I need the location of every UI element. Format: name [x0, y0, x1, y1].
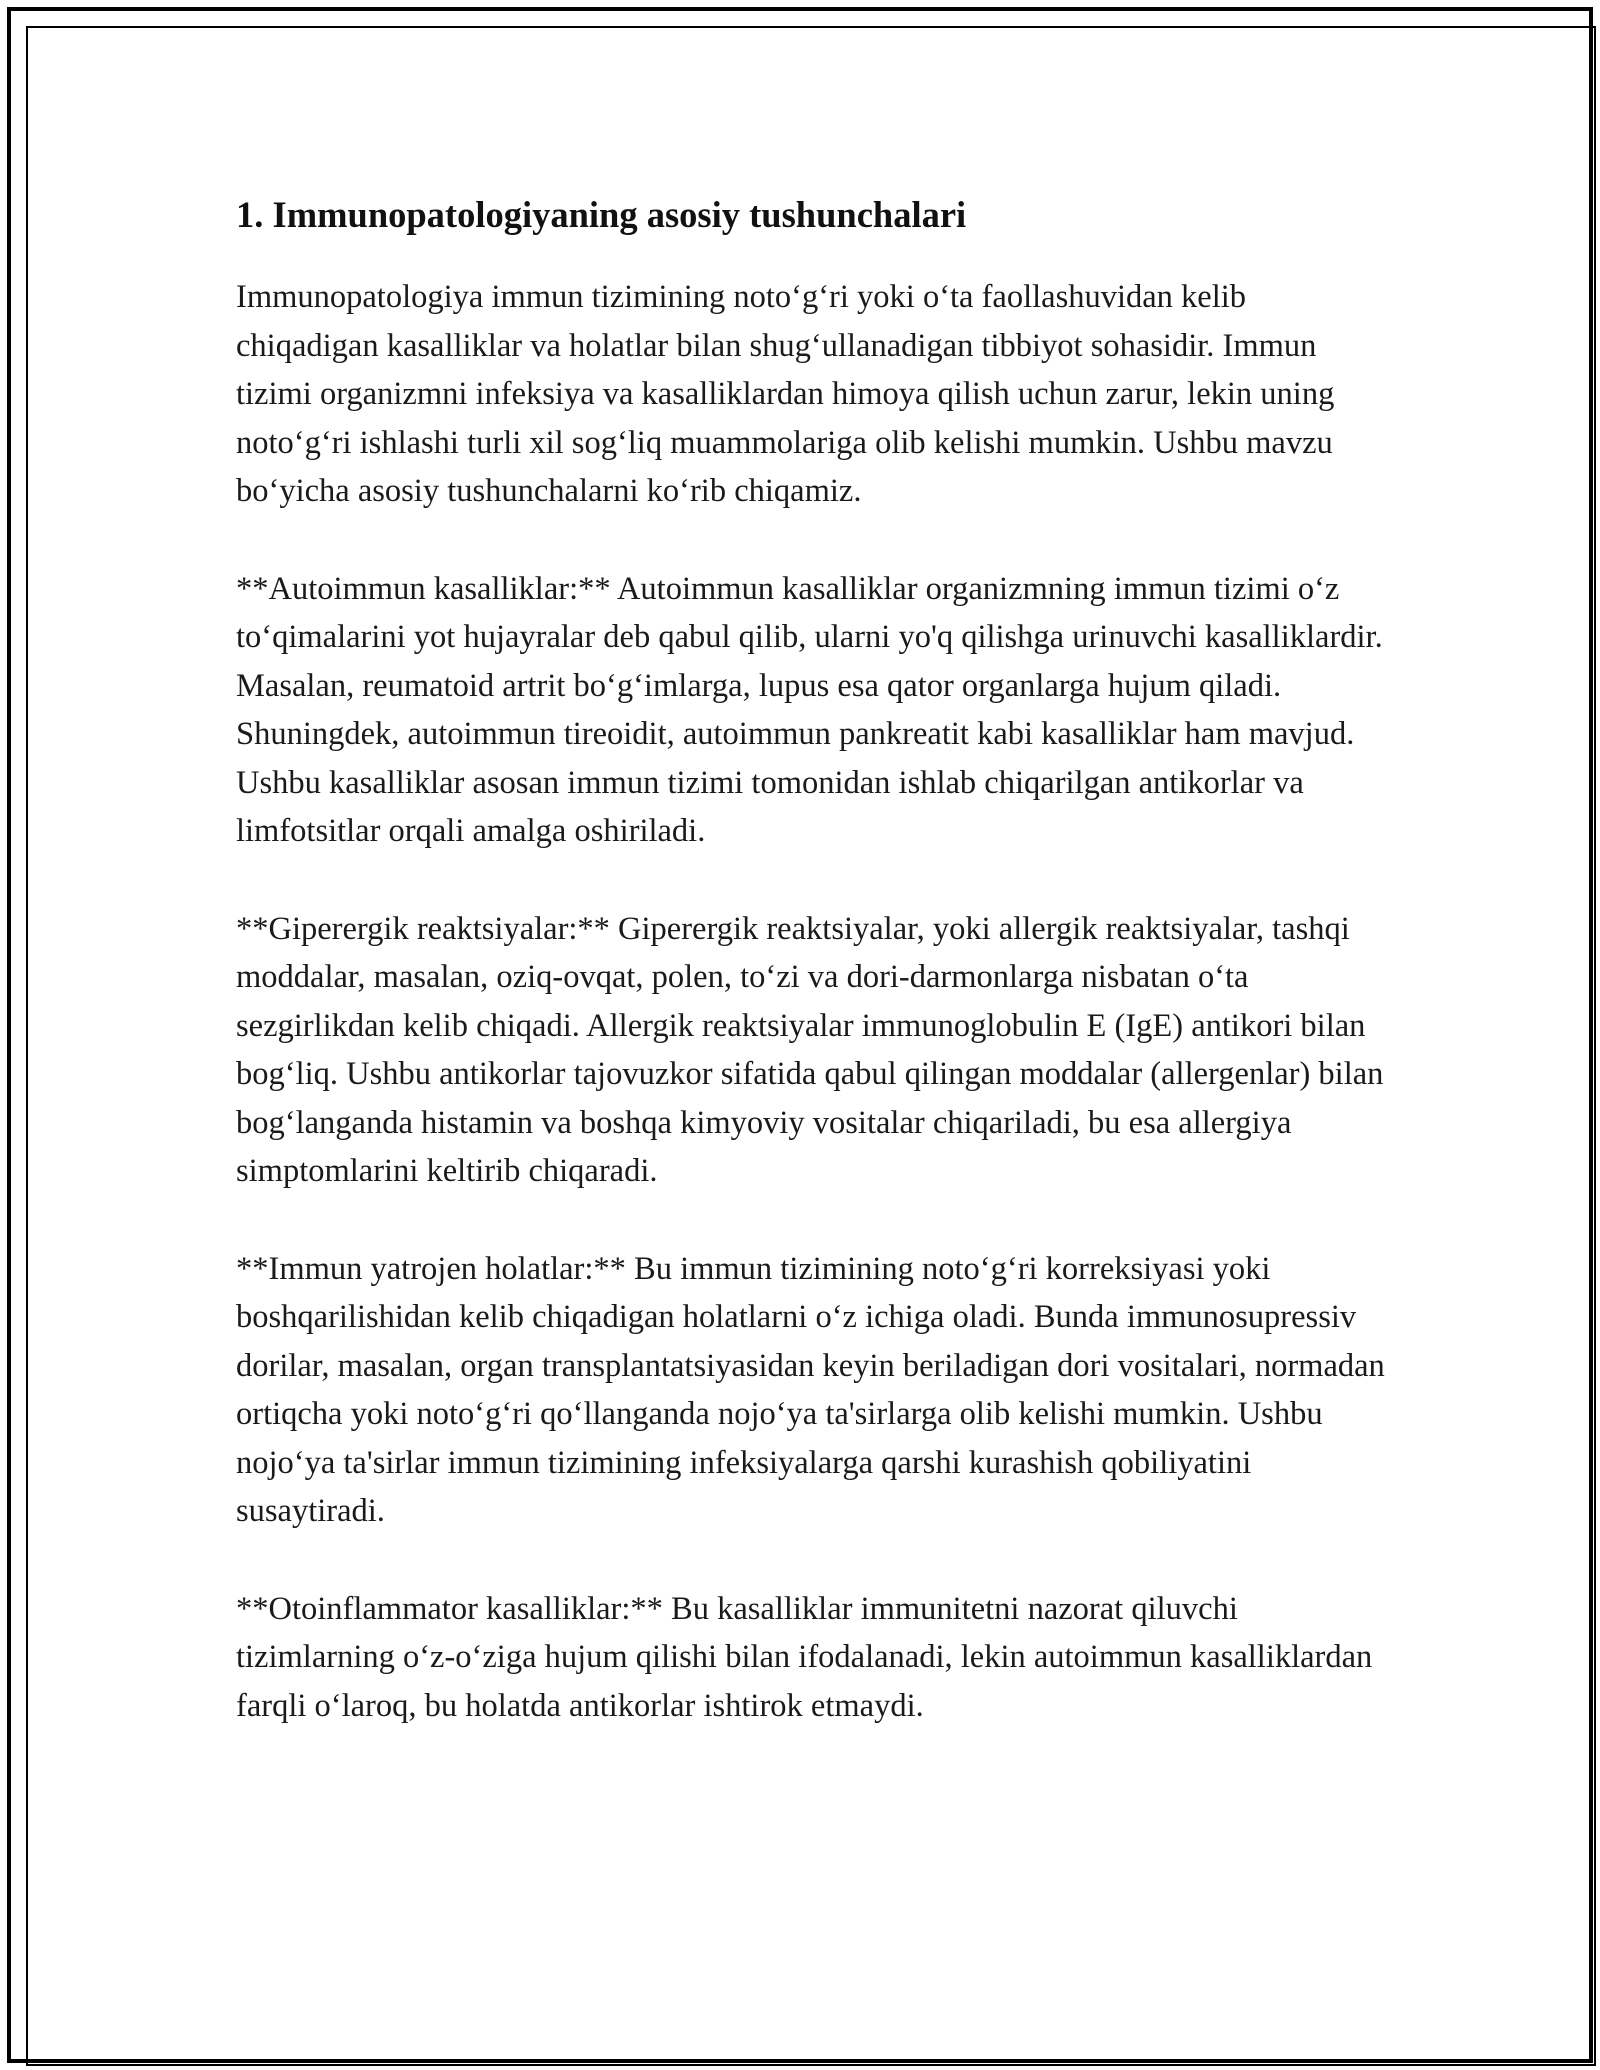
page-title: 1. Immunopatologiyaning asosiy tushunchalari [236, 194, 967, 235]
paragraph-iatrogenic: **Immun yatrojen holatlar:** Bu immun tizimining noto‘g‘ri korreksiyasi yoki boshqarilishidan kelib chiqadigan holatlarni o‘z ichiga oladi. Bunda immunosupressiv dorilar, masalan, organ transplantatsiyasidan keyin beriladigan dori vositalari, normadan ortiqcha yoki noto‘g‘ri qo‘llanganda nojo‘ya ta'sirlarga olib kelishi mumkin. Ushbu nojo‘ya ta'sirlar immun tizimining infeksiyalarga qarshi kurashish qobiliyatini susaytiradi. [236, 1250, 1385, 1529]
paragraph-autoinflammatory: **Otoinflammator kasalliklar:** Bu kasalliklar immunitetni nazorat qiluvchi tizimlarning o‘z-o‘ziga hujum qilishi bilan ifodalanadi, lekin autoimmun kasalliklardan farqli o‘laroq, bu holatda antikorlar ishtirok etmaydi. [236, 1590, 1373, 1724]
paragraph-hyperergic: **Giperergik reaktsiyalar:** Giperergik reaktsiyalar, yoki allergik reaktsiyalar, tashqi moddalar, masalan, oziq-ovqat, polen, to‘zi va dori-darmonlarga nisbatan o‘ta sezgirlikdan kelib chiqadi. Allergik reaktsiyalar immunoglobulin E (IgE) antikori bilan bog‘liq. Ushbu antikorlar tajovuzkor sifatida qabul qilingan moddalar (allergenlar) bilan bog‘langanda histamin va boshqa kimyoviy vositalar chiqariladi, bu esa allergiya simptomlarini keltirib chiqaradi. [236, 910, 1384, 1189]
paragraph-intro: Immunopatologiya immun tizimining noto‘g‘ri yoki o‘ta faollashuvidan kelib chiqadigan kasalliklar va holatlar bilan shug‘ullanadigan tibbiyot sohasidir. Immun tizimi organizmni infeksiya va kasalliklardan himoya qilish uchun zarur, lekin uning noto‘g‘ri ishlashi turli xil sog‘liq muammolariga olib kelishi mumkin. Ushbu mavzu bo‘yicha asosiy tushunchalarni ko‘rib chiqamiz. [236, 279, 1335, 509]
document-body [236, 183, 1386, 1779]
paragraph-autoimmune: **Autoimmun kasalliklar:** Autoimmun kasalliklar organizmning immun tizimi o‘z to‘qimalarini yot hujayralar deb qabul qilib, ularni yo'q qilishga urinuvchi kasalliklardir. Masalan, reumatoid artrit bo‘g‘imlarga, lupus esa qator organlarga hujum qiladi. Shuningdek, autoimmun tireoidit, autoimmun pankreatit kabi kasalliklar ham mavjud. Ushbu kasalliklar asosan immun tizimi tomonidan ishlab chiqarilgan antikorlar va limfotsitlar orqali amalga oshiriladi. [236, 570, 1383, 849]
